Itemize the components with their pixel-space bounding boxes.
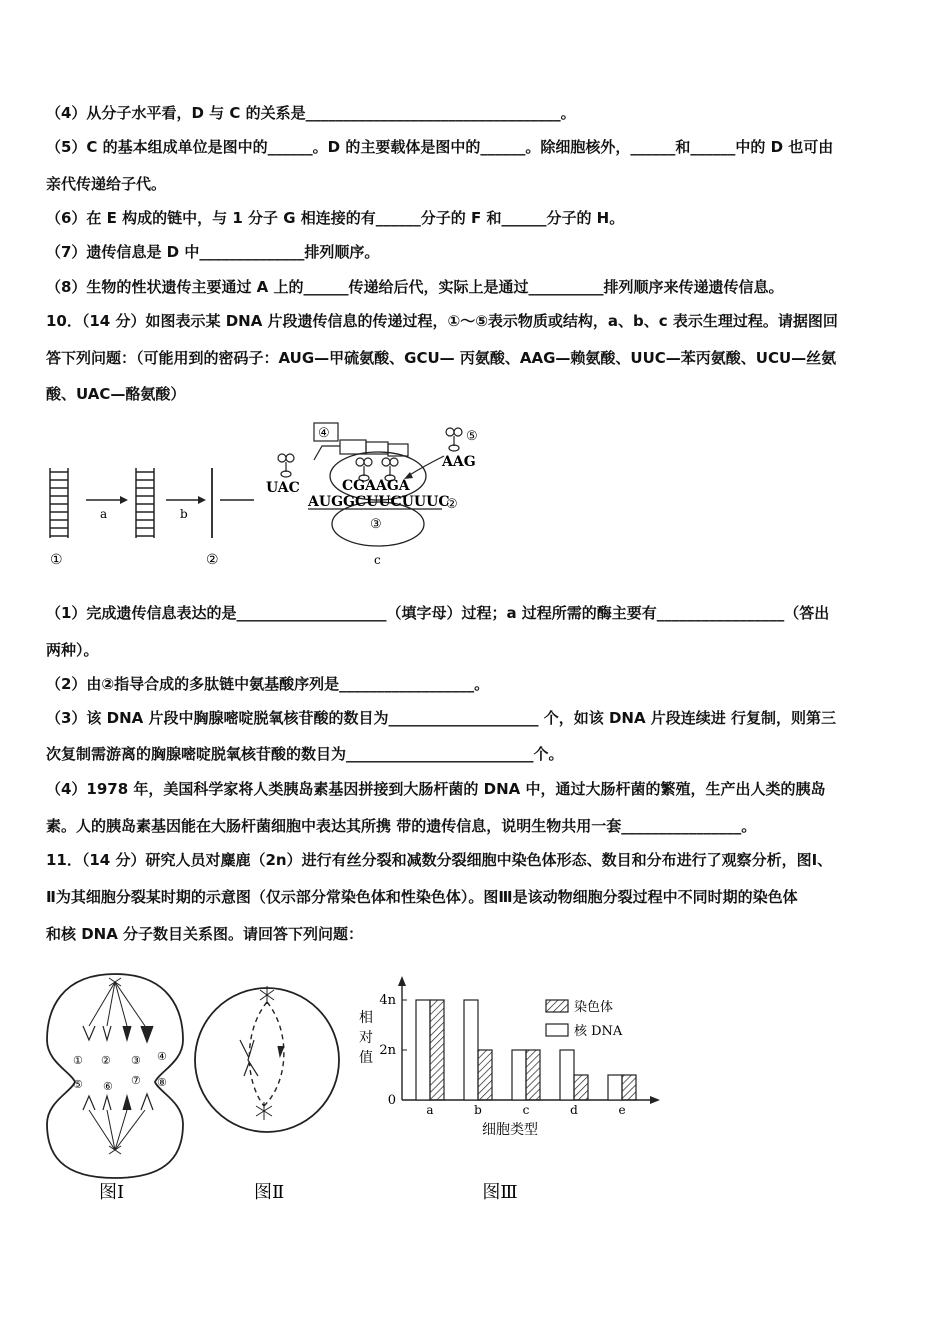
chrom-1: ①: [73, 1054, 83, 1067]
label-4: ④: [318, 426, 330, 441]
q11-stem-2: Ⅱ为其细胞分裂某时期的示意图（仅示部分常染色体和性染色体）。图Ⅲ是该动物细胞分裂过程中不同时期的染色体: [46, 888, 798, 906]
anticodon-aag: AAG: [442, 454, 476, 470]
bar-chromosome: [622, 1075, 636, 1100]
y-label-char: 相: [359, 1010, 373, 1026]
q9-5-line-cont: 亲代传递给子代。: [46, 175, 167, 193]
trna-sequence: CGAAGA: [342, 478, 410, 494]
chrom-4: ④: [157, 1050, 167, 1063]
y-axis-arrow: [398, 976, 406, 986]
x-axis-arrow: [650, 1096, 660, 1104]
q9-7-line: （7）遗传信息是 D 中______________排列顺序。: [46, 243, 380, 261]
figure-3-chart: [350, 960, 680, 1210]
chromosome-dark: [278, 1046, 284, 1056]
centrosome-bottom: [256, 1102, 272, 1120]
bar-chromosome: [574, 1075, 588, 1100]
label-3: ③: [370, 517, 382, 532]
x-tick-label: b: [474, 1103, 482, 1117]
figure-1: [43, 960, 188, 1210]
chart-body: [359, 976, 660, 1203]
y-tick-label: 0: [387, 1093, 396, 1108]
q9-6-line: （6）在 E 构成的链中，与 1 分子 G 相连接的有______分子的 F 和______分子的 H。: [46, 209, 625, 227]
x-tick-label: d: [570, 1103, 578, 1117]
q10-4-line-cont: 素。人的胰岛素基因能在大肠杆菌细胞中表达其所携 带的遗传信息，说明生物共用一套________________。: [46, 817, 757, 835]
y-tick-label: 4n: [379, 993, 396, 1008]
chrom-3: ③: [131, 1054, 141, 1067]
q10-4-line: （4）1978 年，美国科学家将人类胰岛素基因拼接到大肠杆菌的 DNA 中，通过大肠杆菌的繁殖，生产出人类的胰岛: [46, 780, 826, 798]
q10-2-line: （2）由②指导合成的多肽链中氨基酸序列是__________________。: [46, 675, 490, 693]
legend-swatch-chromosome: [546, 1000, 568, 1012]
chromosome-pair: [240, 1040, 258, 1076]
bar-chromosome: [478, 1050, 492, 1100]
x-tick-label: c: [522, 1103, 530, 1117]
y-tick-label: 2n: [379, 1043, 396, 1058]
label-a: a: [100, 507, 108, 521]
q10-stem-3: 酸、UAC—酪氨酸）: [46, 385, 186, 403]
chrom-2: ②: [101, 1054, 111, 1067]
figure-3-label: 图Ⅲ: [482, 1182, 518, 1203]
label-2-right: ②: [446, 497, 458, 512]
chrom-8: ⑧: [157, 1076, 167, 1089]
bar-chromosome: [526, 1050, 540, 1100]
chromosomes-bottom: [83, 1094, 153, 1110]
dna-double-strand-1: [50, 468, 68, 538]
legend-swatch-dna: [546, 1024, 568, 1036]
figure-1-label: 图Ⅰ: [99, 1182, 125, 1203]
arrow-b: [166, 496, 206, 504]
mrna-sequence: AUGGCUUCUUUC: [308, 494, 450, 510]
q10-3-line: （3）该 DNA 片段中胸腺嘧啶脱氧核苷酸的数目为____________________ 个，如该 DNA 片段连续进 行复制，则第三: [46, 709, 837, 727]
chromosomes-top: [83, 1026, 153, 1042]
anticodon-uac: UAC: [266, 480, 300, 496]
bar-dna: [560, 1050, 574, 1100]
bar-dna: [416, 1000, 430, 1100]
label-5: ⑤: [466, 429, 478, 444]
label-1: ①: [50, 552, 63, 568]
q10-3-line-cont: 次复制需游离的胸腺嘧啶脱氧核苷酸的数目为_________________________个。: [46, 745, 564, 763]
x-tick-label: e: [618, 1103, 626, 1117]
legend-label-dna: 核 DNA: [574, 1024, 623, 1039]
x-tick-label: a: [426, 1103, 434, 1117]
spindle-bottom: [89, 1110, 145, 1154]
bar-dna: [608, 1075, 622, 1100]
chrom-5: ⑤: [73, 1078, 83, 1091]
q11-stem-1: 11．（14 分）研究人员对麋鹿（2n）进行有丝分裂和减数分裂细胞中染色体形态、数目和分布进行了观察分析，图Ⅰ、: [46, 851, 833, 869]
q11-stem-3: 和核 DNA 分子数目关系图。请回答下列问题：: [46, 925, 364, 943]
q10-stem-1: 10．（14 分）如图表示某 DNA 片段遗传信息的传递过程，①～⑤表示物质或结构，a、b、c 表示生理过程。请据图回: [46, 312, 838, 330]
chrom-7: ⑦: [131, 1074, 141, 1087]
legend-label-chromosome: 染色体: [574, 1000, 614, 1015]
spindle-top: [89, 978, 145, 1026]
figure-2: [192, 960, 342, 1210]
q10-1-line-cont: 两种）。: [46, 641, 99, 659]
y-label-char: 值: [359, 1050, 373, 1066]
arrow-a: [86, 496, 128, 504]
dna-double-strand-2: [136, 468, 154, 538]
label-c: c: [374, 553, 381, 567]
chrom-6: ⑥: [103, 1080, 113, 1093]
y-label-char: 对: [359, 1030, 373, 1046]
cell-membrane-2: [195, 988, 339, 1132]
q9-5-line: （5）C 的基本组成单位是图中的______。D 的主要载体是图中的______。除细胞核外，______和______中的 D 也可由: [46, 138, 834, 156]
q10-1-line: （1）完成遗传信息表达的是____________________（填字母）过程；a 过程所需的酶主要有_________________（答出: [46, 604, 830, 622]
x-axis-label: 细胞类型: [482, 1122, 538, 1138]
q9-4-line: （4）从分子水平看，D 与 C 的关系是__________________________________。: [46, 104, 576, 122]
label-b: b: [180, 507, 188, 521]
figure-2-label: 图Ⅱ: [254, 1182, 285, 1203]
label-2-left: ②: [206, 552, 219, 568]
q9-8-line: （8）生物的性状遗传主要通过 A 上的______传递给后代，实际上是通过__________排列顺序来传递遗传信息。: [46, 278, 784, 296]
bar-chromosome: [430, 1000, 444, 1100]
bar-dna: [464, 1000, 478, 1100]
bar-dna: [512, 1050, 526, 1100]
q10-stem-2: 答下列问题：（可能用到的密码子：AUG—甲硫氨酸、GCU— 丙氨酸、AAG—赖氨酸、UUC—苯丙氨酸、UCU—丝氨: [46, 349, 837, 367]
q10-figure: [40, 420, 500, 580]
